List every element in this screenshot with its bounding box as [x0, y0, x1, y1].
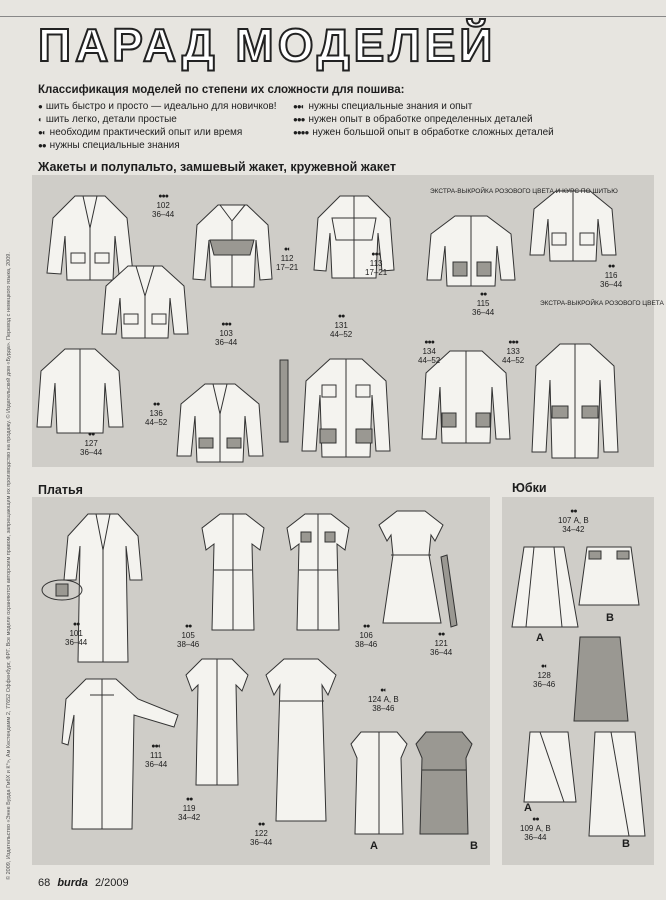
- jacket-116-sketch: [528, 185, 618, 263]
- dress-106-sketch: [283, 510, 353, 635]
- extra-pattern-note: ЭКСТРА-ВЫКРОЙКА РОЗОВОГО ЦВЕТА: [540, 300, 664, 307]
- legend-text: нужны специальные знания: [49, 140, 180, 151]
- model-label: ●●● 102 36–44: [152, 193, 175, 219]
- variant-a-label: А: [536, 632, 544, 644]
- classification-heading: Классификация моделей по степени их сложности для пошива:: [38, 84, 405, 96]
- skirt-107a-sketch: [510, 545, 580, 630]
- model-label: ●● 116 36–44: [600, 263, 623, 289]
- difficulty-dots: ●: [38, 102, 42, 111]
- skirt-109b-sketch: [585, 730, 649, 840]
- legend-item: [38, 126, 277, 139]
- model-label: ●●◐ 113 17–21: [365, 251, 388, 277]
- skirts-section-title: Юбки: [512, 481, 547, 495]
- dress-122-sketch: [262, 655, 342, 825]
- model-label: ●● 109 А, В 36–44: [520, 816, 551, 842]
- coat-133-sketch: [530, 340, 620, 460]
- variant-b-label: В: [622, 838, 630, 850]
- legend-text: нужен опыт в обработке определенных деталей: [308, 114, 533, 125]
- difficulty-dots: ●●●●: [293, 128, 309, 137]
- legend-item: [293, 100, 554, 113]
- model-label: ●●● 103 36–44: [215, 321, 238, 347]
- model-label: ●● 127 36–44: [80, 431, 103, 457]
- model-label: ●● 107 А, В 34–42: [558, 508, 589, 534]
- difficulty-dots: ●●◐: [293, 102, 305, 111]
- page-title: ПАРАД МОДЕЛЕЙ: [38, 19, 497, 71]
- belt-101-sketch: [40, 570, 85, 610]
- model-label: ●● 115 36–44: [472, 291, 495, 317]
- model-label: ●●● 133 44–52: [502, 339, 525, 365]
- dress-124b-sketch: [410, 730, 478, 838]
- model-label: ●● 131 44–52: [330, 313, 353, 339]
- legend-item: [293, 126, 554, 139]
- belt-sketch: [276, 360, 292, 445]
- difficulty-dots: ●◐: [38, 128, 46, 137]
- model-label: ●◐ 112 17–21: [276, 246, 299, 272]
- model-label: ●●● 134 44–52: [418, 339, 441, 365]
- model-label: ●●◐ 111 36–44: [145, 743, 168, 769]
- dress-105-sketch: [198, 510, 268, 635]
- issue-number: 2/2009: [94, 877, 129, 889]
- skirt-107b-sketch: [575, 545, 645, 610]
- legend-item: [38, 139, 277, 152]
- difficulty-dots: ●●: [38, 141, 46, 150]
- skirt-109a-sketch: [520, 730, 580, 805]
- page-footer: [38, 877, 129, 889]
- model-label: ●◐ 124 А, В 38–46: [368, 687, 399, 713]
- extra-pattern-note: ЭКСТРА-ВЫКРОЙКА РОЗОВОГО ЦВЕТА И КУРС ПО ШИТЬЮ: [430, 188, 618, 195]
- legend-text: нужны специальные знания и опыт: [308, 101, 473, 112]
- model-label: ●● 119 34–42: [178, 796, 201, 822]
- jacket-115-sketch: [425, 210, 517, 290]
- jacket-103-sketch: [190, 195, 275, 290]
- legend-item: [293, 113, 554, 126]
- jacket-127-sketch: [35, 345, 125, 435]
- model-label: ●● 106 38–46: [355, 623, 378, 649]
- variant-b-label: В: [470, 840, 478, 852]
- legend-text: нужен большой опыт в обработке сложных деталей: [312, 127, 554, 138]
- legend-item: [38, 100, 277, 113]
- model-label: ●● 136 44–52: [145, 401, 168, 427]
- legend-right: [293, 100, 554, 139]
- difficulty-dots: ●●●: [293, 115, 305, 124]
- legend-text: шить быстро и просто — идеально для новичков!: [45, 101, 277, 112]
- copyright-note: © 2009, Издательство «Энне Бурда ГмбХ и К°», Ам Кестендамм 2, 77652 Оффенбург, ФРГ. Все модели охраняются авторским правом, запрещающим их производство на продажу. © Издательский дом «Бурда». Перевод с немецкого языка, 2009.: [6, 252, 12, 880]
- variant-a-label: А: [524, 802, 532, 814]
- legend-item: [38, 113, 277, 126]
- legend-text: необходим практический опыт или время: [49, 127, 243, 138]
- jackets-section-title: Жакеты и полупальто, замшевый жакет, кружевной жакет: [38, 160, 396, 174]
- variant-a-label: А: [370, 840, 378, 852]
- top-rule: [0, 16, 666, 17]
- model-label: ●● 122 36–44: [250, 821, 273, 847]
- model-label: ●● 101 36–44: [65, 621, 88, 647]
- model-label: ●● 121 36–44: [430, 631, 453, 657]
- jacket-127-upper-sketch: [100, 262, 190, 340]
- model-label: ●● 105 38–46: [177, 623, 200, 649]
- page-number: 68: [38, 877, 51, 889]
- dress-124a-sketch: [345, 730, 413, 838]
- variant-b-label: В: [606, 612, 614, 624]
- legend-text: шить легко, детали простые: [45, 114, 177, 125]
- jacket-136-sketch: [175, 380, 265, 465]
- dress-119-sketch: [180, 655, 255, 790]
- jacket-131-sketch: [300, 355, 392, 460]
- skirt-128-sketch: [568, 635, 636, 725]
- dress-121-sketch: [375, 505, 460, 630]
- model-label: ●◐ 128 36–46: [533, 663, 556, 689]
- dresses-section-title: Платья: [38, 483, 83, 497]
- legend-left: [38, 100, 277, 152]
- brand-logo: burda: [57, 877, 88, 889]
- difficulty-dots: ◐: [38, 115, 42, 124]
